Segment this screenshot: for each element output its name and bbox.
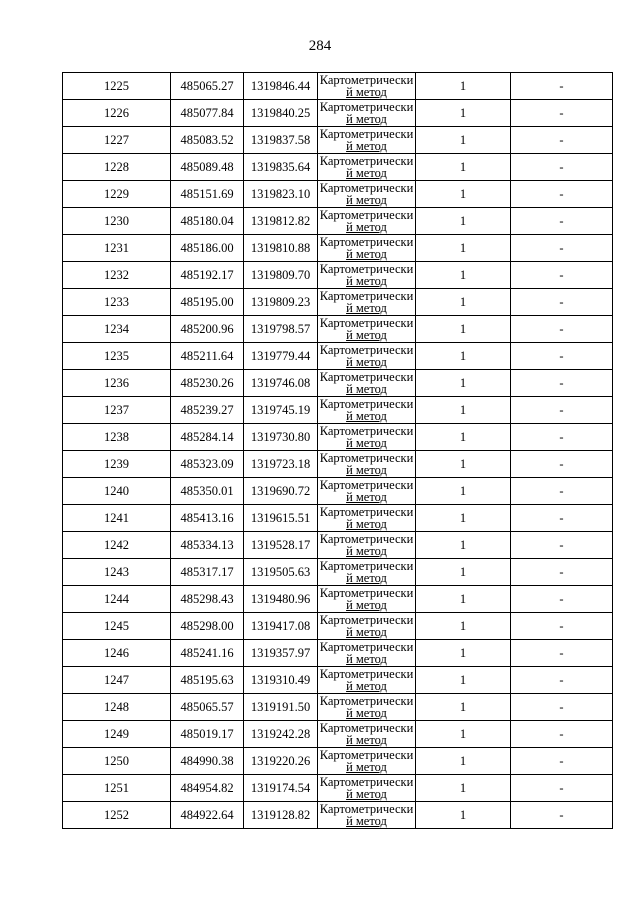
x-coordinate-cell: 485211.64 [171, 343, 244, 370]
table-row [63, 181, 613, 208]
table-row [63, 235, 613, 262]
x-coordinate-cell: 485195.63 [171, 667, 244, 694]
method-cell [318, 424, 416, 451]
method-line-2: й метод [346, 517, 387, 531]
method-line-1: Картометрически [319, 775, 414, 789]
method-line-1: Картометрически [319, 100, 414, 114]
x-coordinate-cell: 485151.69 [171, 181, 244, 208]
accuracy-cell: 1 [416, 73, 511, 100]
accuracy-cell: 1 [416, 559, 511, 586]
method-line-1: Картометрически [319, 370, 414, 384]
method-line-2: й метод [346, 598, 387, 612]
table-row [63, 478, 613, 505]
method-cell [318, 667, 416, 694]
method-line-1: Картометрически [319, 721, 414, 735]
y-coordinate-cell: 1319242.28 [244, 721, 318, 748]
table-row [63, 154, 613, 181]
table-row [63, 289, 613, 316]
accuracy-cell: 1 [416, 532, 511, 559]
method-line-2: й метод [346, 571, 387, 585]
table-row [63, 208, 613, 235]
x-coordinate-cell: 485298.00 [171, 613, 244, 640]
method-cell [318, 694, 416, 721]
x-coordinate-cell: 485083.52 [171, 127, 244, 154]
note-cell: - [511, 775, 613, 802]
table-row [63, 316, 613, 343]
accuracy-cell: 1 [416, 181, 511, 208]
note-cell: - [511, 721, 613, 748]
accuracy-cell: 1 [416, 100, 511, 127]
method-cell [318, 478, 416, 505]
method-line-2: й метод [346, 490, 387, 504]
table-row [63, 694, 613, 721]
x-coordinate-cell: 485298.43 [171, 586, 244, 613]
note-cell: - [511, 478, 613, 505]
table-row [63, 262, 613, 289]
table-row [63, 586, 613, 613]
method-cell [318, 397, 416, 424]
method-line-2: й метод [346, 544, 387, 558]
method-cell [318, 451, 416, 478]
table-row [63, 505, 613, 532]
page-number: 284 [308, 38, 332, 54]
note-cell: - [511, 424, 613, 451]
method-cell [318, 100, 416, 127]
method-cell [318, 235, 416, 262]
point-number-cell: 1250 [63, 748, 171, 775]
coordinates-table [62, 72, 613, 829]
method-line-1: Картометрически [319, 640, 414, 654]
point-number-cell: 1245 [63, 613, 171, 640]
method-line-1: Картометрически [319, 451, 414, 465]
table-row [63, 127, 613, 154]
method-line-1: Картометрически [319, 289, 414, 303]
method-cell [318, 208, 416, 235]
note-cell: - [511, 397, 613, 424]
point-number-cell: 1243 [63, 559, 171, 586]
accuracy-cell: 1 [416, 640, 511, 667]
x-coordinate-cell: 485089.48 [171, 154, 244, 181]
accuracy-cell: 1 [416, 370, 511, 397]
point-number-cell: 1228 [63, 154, 171, 181]
point-number-cell: 1246 [63, 640, 171, 667]
method-line-1: Картометрически [319, 343, 414, 357]
method-line-1: Картометрически [319, 478, 414, 492]
y-coordinate-cell: 1319220.26 [244, 748, 318, 775]
point-number-cell: 1234 [63, 316, 171, 343]
point-number-cell: 1227 [63, 127, 171, 154]
y-coordinate-cell: 1319730.80 [244, 424, 318, 451]
x-coordinate-cell: 485317.17 [171, 559, 244, 586]
point-number-cell: 1232 [63, 262, 171, 289]
accuracy-cell: 1 [416, 127, 511, 154]
y-coordinate-cell: 1319480.96 [244, 586, 318, 613]
table-row [63, 397, 613, 424]
note-cell: - [511, 586, 613, 613]
method-line-1: Картометрически [319, 748, 414, 762]
table-row [63, 343, 613, 370]
accuracy-cell: 1 [416, 694, 511, 721]
note-cell: - [511, 262, 613, 289]
method-cell [318, 127, 416, 154]
point-number-cell: 1242 [63, 532, 171, 559]
accuracy-cell: 1 [416, 289, 511, 316]
note-cell: - [511, 613, 613, 640]
method-line-1: Картометрически [319, 505, 414, 519]
table-row [63, 775, 613, 802]
method-line-1: Картометрически [319, 586, 414, 600]
method-line-1: Картометрически [319, 667, 414, 681]
x-coordinate-cell: 484954.82 [171, 775, 244, 802]
table-row [63, 73, 613, 100]
point-number-cell: 1248 [63, 694, 171, 721]
accuracy-cell: 1 [416, 451, 511, 478]
table-row [63, 640, 613, 667]
method-line-2: й метод [346, 166, 387, 180]
y-coordinate-cell: 1319746.08 [244, 370, 318, 397]
method-cell [318, 262, 416, 289]
note-cell: - [511, 181, 613, 208]
x-coordinate-cell: 485413.16 [171, 505, 244, 532]
point-number-cell: 1252 [63, 802, 171, 829]
method-line-2: й метод [346, 112, 387, 126]
y-coordinate-cell: 1319310.49 [244, 667, 318, 694]
y-coordinate-cell: 1319128.82 [244, 802, 318, 829]
point-number-cell: 1225 [63, 73, 171, 100]
method-line-2: й метод [346, 463, 387, 477]
y-coordinate-cell: 1319840.25 [244, 100, 318, 127]
x-coordinate-cell: 485195.00 [171, 289, 244, 316]
point-number-cell: 1239 [63, 451, 171, 478]
method-line-1: Картометрически [319, 613, 414, 627]
table-row [63, 721, 613, 748]
note-cell: - [511, 559, 613, 586]
y-coordinate-cell: 1319528.17 [244, 532, 318, 559]
x-coordinate-cell: 484990.38 [171, 748, 244, 775]
x-coordinate-cell: 485350.01 [171, 478, 244, 505]
method-cell [318, 370, 416, 397]
table-row [63, 370, 613, 397]
table-row [63, 424, 613, 451]
point-number-cell: 1247 [63, 667, 171, 694]
point-number-cell: 1251 [63, 775, 171, 802]
method-cell [318, 775, 416, 802]
method-line-1: Картометрически [319, 532, 414, 546]
method-line-2: й метод [346, 787, 387, 801]
method-line-1: Картометрически [319, 424, 414, 438]
x-coordinate-cell: 485192.17 [171, 262, 244, 289]
accuracy-cell: 1 [416, 775, 511, 802]
x-coordinate-cell: 485239.27 [171, 397, 244, 424]
method-line-2: й метод [346, 625, 387, 639]
method-line-2: й метод [346, 355, 387, 369]
y-coordinate-cell: 1319812.82 [244, 208, 318, 235]
note-cell: - [511, 208, 613, 235]
accuracy-cell: 1 [416, 424, 511, 451]
method-line-1: Картометрически [319, 316, 414, 330]
method-line-1: Картометрически [319, 262, 414, 276]
y-coordinate-cell: 1319174.54 [244, 775, 318, 802]
accuracy-cell: 1 [416, 262, 511, 289]
y-coordinate-cell: 1319798.57 [244, 316, 318, 343]
note-cell: - [511, 73, 613, 100]
method-line-1: Картометрически [319, 694, 414, 708]
table-row [63, 748, 613, 775]
point-number-cell: 1235 [63, 343, 171, 370]
x-coordinate-cell: 485323.09 [171, 451, 244, 478]
accuracy-cell: 1 [416, 316, 511, 343]
method-cell [318, 802, 416, 829]
method-line-2: й метод [346, 193, 387, 207]
method-line-2: й метод [346, 139, 387, 153]
accuracy-cell: 1 [416, 343, 511, 370]
note-cell: - [511, 154, 613, 181]
y-coordinate-cell: 1319357.97 [244, 640, 318, 667]
note-cell: - [511, 532, 613, 559]
accuracy-cell: 1 [416, 397, 511, 424]
method-line-1: Картометрически [319, 127, 414, 141]
y-coordinate-cell: 1319505.63 [244, 559, 318, 586]
y-coordinate-cell: 1319835.64 [244, 154, 318, 181]
point-number-cell: 1231 [63, 235, 171, 262]
x-coordinate-cell: 485019.17 [171, 721, 244, 748]
y-coordinate-cell: 1319809.70 [244, 262, 318, 289]
accuracy-cell: 1 [416, 208, 511, 235]
note-cell: - [511, 100, 613, 127]
table-row [63, 100, 613, 127]
method-cell [318, 721, 416, 748]
note-cell: - [511, 289, 613, 316]
method-cell [318, 559, 416, 586]
y-coordinate-cell: 1319823.10 [244, 181, 318, 208]
method-cell [318, 505, 416, 532]
method-cell [318, 289, 416, 316]
x-coordinate-cell: 484922.64 [171, 802, 244, 829]
method-line-2: й метод [346, 328, 387, 342]
method-line-1: Картометрически [319, 235, 414, 249]
table-row [63, 559, 613, 586]
method-cell [318, 343, 416, 370]
y-coordinate-cell: 1319745.19 [244, 397, 318, 424]
coordinates-table-body [63, 73, 613, 829]
y-coordinate-cell: 1319191.50 [244, 694, 318, 721]
note-cell: - [511, 505, 613, 532]
point-number-cell: 1238 [63, 424, 171, 451]
method-line-2: й метод [346, 733, 387, 747]
method-line-2: й метод [346, 706, 387, 720]
y-coordinate-cell: 1319615.51 [244, 505, 318, 532]
note-cell: - [511, 640, 613, 667]
accuracy-cell: 1 [416, 505, 511, 532]
x-coordinate-cell: 485186.00 [171, 235, 244, 262]
accuracy-cell: 1 [416, 748, 511, 775]
point-number-cell: 1226 [63, 100, 171, 127]
method-line-2: й метод [346, 760, 387, 774]
point-number-cell: 1237 [63, 397, 171, 424]
note-cell: - [511, 235, 613, 262]
note-cell: - [511, 451, 613, 478]
x-coordinate-cell: 485284.14 [171, 424, 244, 451]
point-number-cell: 1244 [63, 586, 171, 613]
y-coordinate-cell: 1319809.23 [244, 289, 318, 316]
method-cell [318, 73, 416, 100]
point-number-cell: 1236 [63, 370, 171, 397]
note-cell: - [511, 802, 613, 829]
accuracy-cell: 1 [416, 802, 511, 829]
note-cell: - [511, 748, 613, 775]
method-line-1: Картометрически [319, 559, 414, 573]
note-cell: - [511, 370, 613, 397]
x-coordinate-cell: 485065.57 [171, 694, 244, 721]
point-number-cell: 1229 [63, 181, 171, 208]
point-number-cell: 1249 [63, 721, 171, 748]
x-coordinate-cell: 485077.84 [171, 100, 244, 127]
accuracy-cell: 1 [416, 235, 511, 262]
method-cell [318, 640, 416, 667]
method-cell [318, 154, 416, 181]
y-coordinate-cell: 1319810.88 [244, 235, 318, 262]
method-cell [318, 586, 416, 613]
accuracy-cell: 1 [416, 613, 511, 640]
accuracy-cell: 1 [416, 478, 511, 505]
accuracy-cell: 1 [416, 586, 511, 613]
point-number-cell: 1230 [63, 208, 171, 235]
x-coordinate-cell: 485180.04 [171, 208, 244, 235]
method-line-1: Картометрически [319, 802, 414, 816]
note-cell: - [511, 694, 613, 721]
x-coordinate-cell: 485241.16 [171, 640, 244, 667]
table-row [63, 667, 613, 694]
method-cell [318, 316, 416, 343]
method-line-2: й метод [346, 382, 387, 396]
y-coordinate-cell: 1319846.44 [244, 73, 318, 100]
method-line-2: й метод [346, 814, 387, 828]
method-cell [318, 181, 416, 208]
method-cell [318, 532, 416, 559]
method-line-2: й метод [346, 679, 387, 693]
table-row [63, 613, 613, 640]
method-line-2: й метод [346, 220, 387, 234]
point-number-cell: 1240 [63, 478, 171, 505]
method-line-2: й метод [346, 247, 387, 261]
point-number-cell: 1241 [63, 505, 171, 532]
x-coordinate-cell: 485334.13 [171, 532, 244, 559]
accuracy-cell: 1 [416, 154, 511, 181]
method-line-2: й метод [346, 85, 387, 99]
y-coordinate-cell: 1319417.08 [244, 613, 318, 640]
note-cell: - [511, 316, 613, 343]
note-cell: - [511, 127, 613, 154]
x-coordinate-cell: 485200.96 [171, 316, 244, 343]
method-line-1: Картометрически [319, 208, 414, 222]
note-cell: - [511, 343, 613, 370]
table-row [63, 802, 613, 829]
method-line-1: Картометрически [319, 181, 414, 195]
x-coordinate-cell: 485065.27 [171, 73, 244, 100]
method-line-1: Картометрически [319, 397, 414, 411]
accuracy-cell: 1 [416, 721, 511, 748]
y-coordinate-cell: 1319690.72 [244, 478, 318, 505]
y-coordinate-cell: 1319723.18 [244, 451, 318, 478]
method-line-1: Картометрически [319, 73, 414, 87]
method-line-2: й метод [346, 436, 387, 450]
accuracy-cell: 1 [416, 667, 511, 694]
method-line-2: й метод [346, 409, 387, 423]
y-coordinate-cell: 1319837.58 [244, 127, 318, 154]
method-line-2: й метод [346, 301, 387, 315]
note-cell: - [511, 667, 613, 694]
table-row [63, 532, 613, 559]
table-row [63, 451, 613, 478]
y-coordinate-cell: 1319779.44 [244, 343, 318, 370]
method-cell [318, 613, 416, 640]
method-line-1: Картометрически [319, 154, 414, 168]
method-line-2: й метод [346, 652, 387, 666]
method-line-2: й метод [346, 274, 387, 288]
point-number-cell: 1233 [63, 289, 171, 316]
method-cell [318, 748, 416, 775]
x-coordinate-cell: 485230.26 [171, 370, 244, 397]
